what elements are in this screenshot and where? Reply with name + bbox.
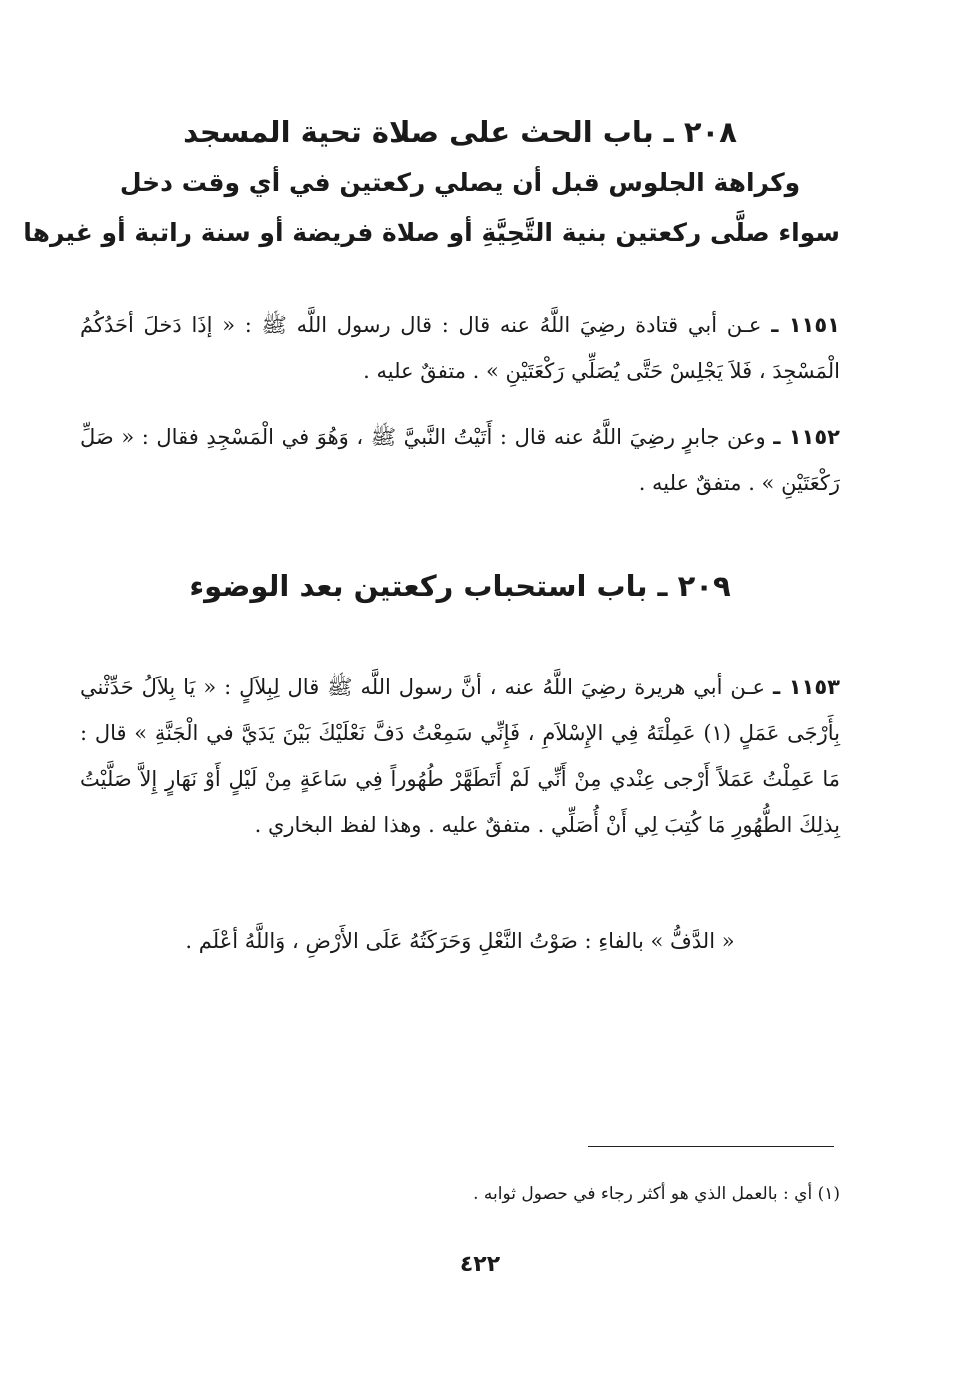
hadith-1152 [80, 414, 840, 506]
hadith-1152-text: وعن جابرٍ رضِيَ اللَّهُ عنه قال : أَتَيْتُ النَّبيَّ ﷺ ، وَهُوَ في الْمَسْجِدِ فقال : « صَلِّ رَكْعَتَيْنِ » . متفقٌ عليه . [80, 425, 840, 495]
hadith-1151-number: ١١٥١ ـ [771, 313, 840, 337]
hadith-1151-text: عـن أبي قتادة رضِيَ اللَّهُ عنه قال : قال رسول اللَّه ﷺ : « إذَا دَخلَ أحَدُكُمُ الْمَسْجِدَ ، فَلاَ يَجْلِسْ حَتَّى يُصَلِّي رَكْعَتَيْنِ » . متفقٌ عليه . [80, 313, 840, 383]
page-number: ٤٢٢ [459, 1252, 501, 1277]
gloss-note: « الدَّفُّ » بالفاءِ : صَوْتُ النَّعْلِ وَحَرَكَتُهُ عَلَى الأَرْضِ ، وَاللَّهُ أعْلَم . [185, 929, 735, 953]
footnote: (١) أي : بالعمل الذي هو أكثر رجاء في حصول ثوابه . [473, 1184, 840, 1204]
chapter-208-subtitle-2: سواء صلَّى ركعتين بنية التَّحِيَّةِ أو صلاة فريضة أو سنة راتبة أو غيرها [23, 218, 840, 247]
chapter-208-title: ٢٠٨ ـ باب الحث على صلاة تحية المسجد [183, 115, 737, 149]
chapter-209-title: ٢٠٩ ـ باب استحباب ركعتين بعد الوضوء [189, 569, 731, 603]
hadith-1152-number: ١١٥٢ ـ [773, 425, 840, 449]
chapter-208-subtitle-1: وكراهة الجلوس قبل أن يصلي ركعتين في أي وقت دخل [119, 168, 801, 197]
hadith-1153 [80, 664, 840, 848]
hadith-1153-text: عـن أبي هريرة رضِيَ اللَّهُ عنه ، أنَّ رسول اللَّه ﷺ قال لِبِلاَلٍ : « يَا بِلاَلُ حَدِّثْني بِأَرْجَى عَمَلٍ (١) عَمِلْتَهُ فِي الإِسْلاَمِ ، فَإِنِّي سَمِعْتُ دَفَّ نَعْلَيْكَ بَيْنَ يَدَيَّ في الْجَنَّةِ » قال : مَا عَمِلْتُ عَمَلاً أَرْجى عِنْدي مِنْ أَنِّي لَمْ أَتَطَهَّرْ طُهُوراً فِي سَاعَةٍ مِنْ لَيْلٍ أَوْ نَهَارٍ إِلاَّ صَلَّيْتُ بِذلِكَ الطُّهُورِ مَا كُتِبَ لِي أَنْ أُصَلِّي . متفقٌ عليه . وهذا لفظ البخاري . [80, 675, 840, 837]
hadith-1151 [80, 302, 840, 394]
hadith-1153-number: ١١٥٣ ـ [772, 675, 840, 699]
footnote-separator [588, 1146, 834, 1147]
